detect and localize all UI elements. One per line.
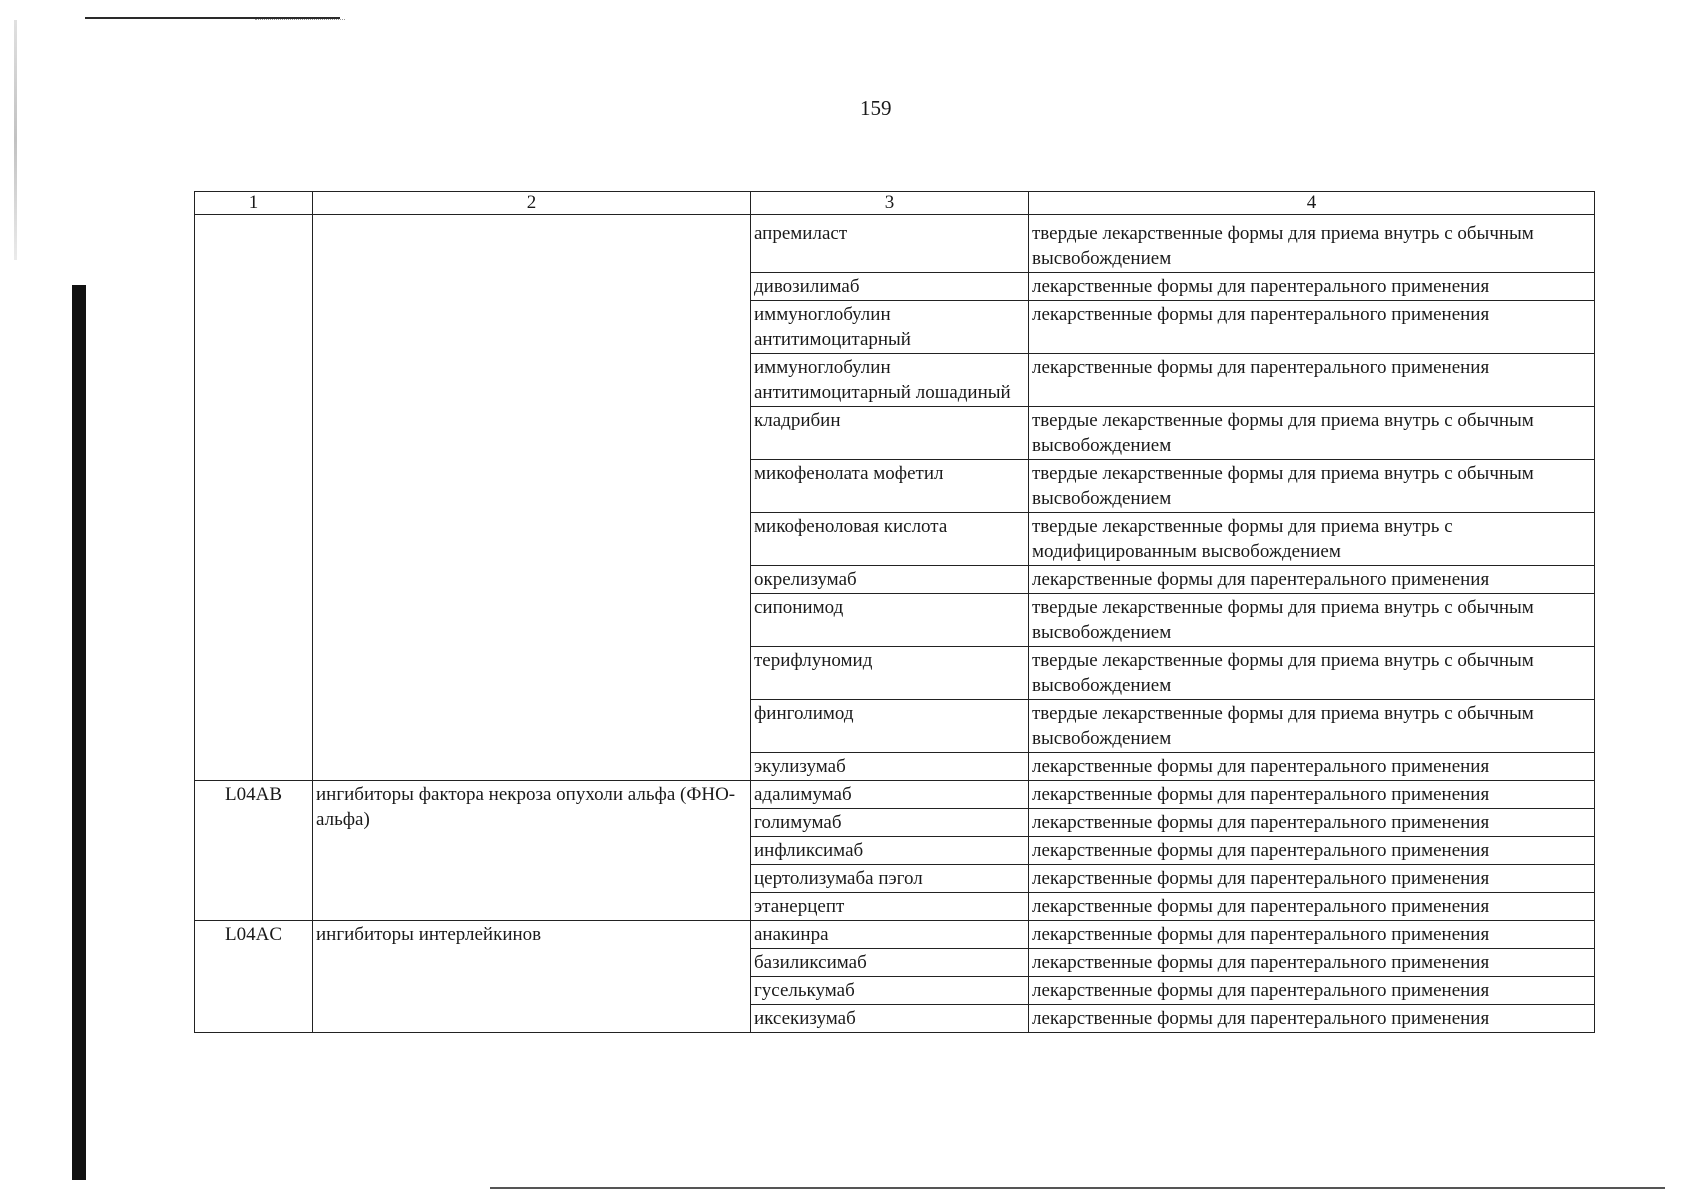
drug-name-cell: иксекизумаб <box>751 1005 1029 1033</box>
group-name-cell: ингибиторы фактора некроза опухоли альфа (ФНО-альфа) <box>313 781 751 921</box>
drug-name-cell: анакинра <box>751 921 1029 949</box>
drug-name-cell: сипонимод <box>751 594 1029 647</box>
dosage-form-cell: твердые лекарственные формы для приема внутрь с обычным высвобождением <box>1029 215 1595 273</box>
drug-name-cell: этанерцепт <box>751 893 1029 921</box>
dosage-form-cell: лекарственные формы для парентерального применения <box>1029 753 1595 781</box>
drug-name-cell: голимумаб <box>751 809 1029 837</box>
scan-left-edge-shadow <box>14 20 17 260</box>
dosage-form-cell: лекарственные формы для парентерального применения <box>1029 1005 1595 1033</box>
header-cell-2: 2 <box>313 192 751 215</box>
dosage-form-cell: лекарственные формы для парентерального применения <box>1029 865 1595 893</box>
drug-name-cell: апремиласт <box>751 215 1029 273</box>
dosage-form-cell: твердые лекарственные формы для приема внутрь с обычным высвобождением <box>1029 407 1595 460</box>
drug-name-cell: терифлуномид <box>751 647 1029 700</box>
drug-name-cell: микофенолата мофетил <box>751 460 1029 513</box>
table-body <box>195 215 1595 1033</box>
dosage-form-cell: лекарственные формы для парентерального применения <box>1029 301 1595 354</box>
dosage-form-cell: лекарственные формы для парентерального применения <box>1029 893 1595 921</box>
drug-name-cell: иммуноглобулин антитимоцитарный <box>751 301 1029 354</box>
dosage-form-cell: лекарственные формы для парентерального применения <box>1029 273 1595 301</box>
drug-name-cell: дивозилимаб <box>751 273 1029 301</box>
page-number: 159 <box>860 96 892 120</box>
table-row <box>195 215 1595 273</box>
drug-name-cell: гуселькумаб <box>751 977 1029 1005</box>
dosage-form-cell: лекарственные формы для парентерального применения <box>1029 837 1595 865</box>
drug-name-cell: адалимумаб <box>751 781 1029 809</box>
table-row <box>195 921 1595 949</box>
drug-name-cell: иммуноглобулин антитимоцитарный лошадиный <box>751 354 1029 407</box>
atc-code-cell: L04AC <box>195 921 313 1033</box>
drug-name-cell: микофеноловая кислота <box>751 513 1029 566</box>
dosage-form-cell: твердые лекарственные формы для приема внутрь с обычным высвобождением <box>1029 700 1595 753</box>
scan-bottom-rule <box>490 1187 1665 1189</box>
drug-name-cell: финголимод <box>751 700 1029 753</box>
scan-top-dotted-rule <box>255 19 345 20</box>
dosage-form-cell: лекарственные формы для парентерального применения <box>1029 354 1595 407</box>
atc-code-cell <box>195 215 313 781</box>
drug-name-cell: окрелизумаб <box>751 566 1029 594</box>
drug-name-cell: инфликсимаб <box>751 837 1029 865</box>
drug-name-cell: цертолизумаба пэгол <box>751 865 1029 893</box>
dosage-form-cell: лекарственные формы для парентерального применения <box>1029 781 1595 809</box>
drug-name-cell: базиликсимаб <box>751 949 1029 977</box>
dosage-form-cell: твердые лекарственные формы для приема внутрь с обычным высвобождением <box>1029 594 1595 647</box>
header-cell-4: 4 <box>1029 192 1595 215</box>
group-name-cell: ингибиторы интерлейкинов <box>313 921 751 1033</box>
group-name-cell <box>313 215 751 781</box>
drug-table <box>194 191 1595 1033</box>
drug-name-cell: кладрибин <box>751 407 1029 460</box>
table-header-row <box>195 192 1595 215</box>
drug-name-cell: экулизумаб <box>751 753 1029 781</box>
dosage-form-cell: лекарственные формы для парентерального применения <box>1029 977 1595 1005</box>
header-cell-1: 1 <box>195 192 313 215</box>
atc-code-cell: L04AB <box>195 781 313 921</box>
scan-left-binding-bar <box>72 285 86 1180</box>
dosage-form-cell: твердые лекарственные формы для приема внутрь с обычным высвобождением <box>1029 647 1595 700</box>
table-row <box>195 781 1595 809</box>
dosage-form-cell: лекарственные формы для парентерального применения <box>1029 921 1595 949</box>
header-cell-3: 3 <box>751 192 1029 215</box>
dosage-form-cell: твердые лекарственные формы для приема внутрь с модифицированным высвобождением <box>1029 513 1595 566</box>
dosage-form-cell: лекарственные формы для парентерального применения <box>1029 949 1595 977</box>
dosage-form-cell: лекарственные формы для парентерального применения <box>1029 566 1595 594</box>
dosage-form-cell: лекарственные формы для парентерального применения <box>1029 809 1595 837</box>
dosage-form-cell: твердые лекарственные формы для приема внутрь с обычным высвобождением <box>1029 460 1595 513</box>
